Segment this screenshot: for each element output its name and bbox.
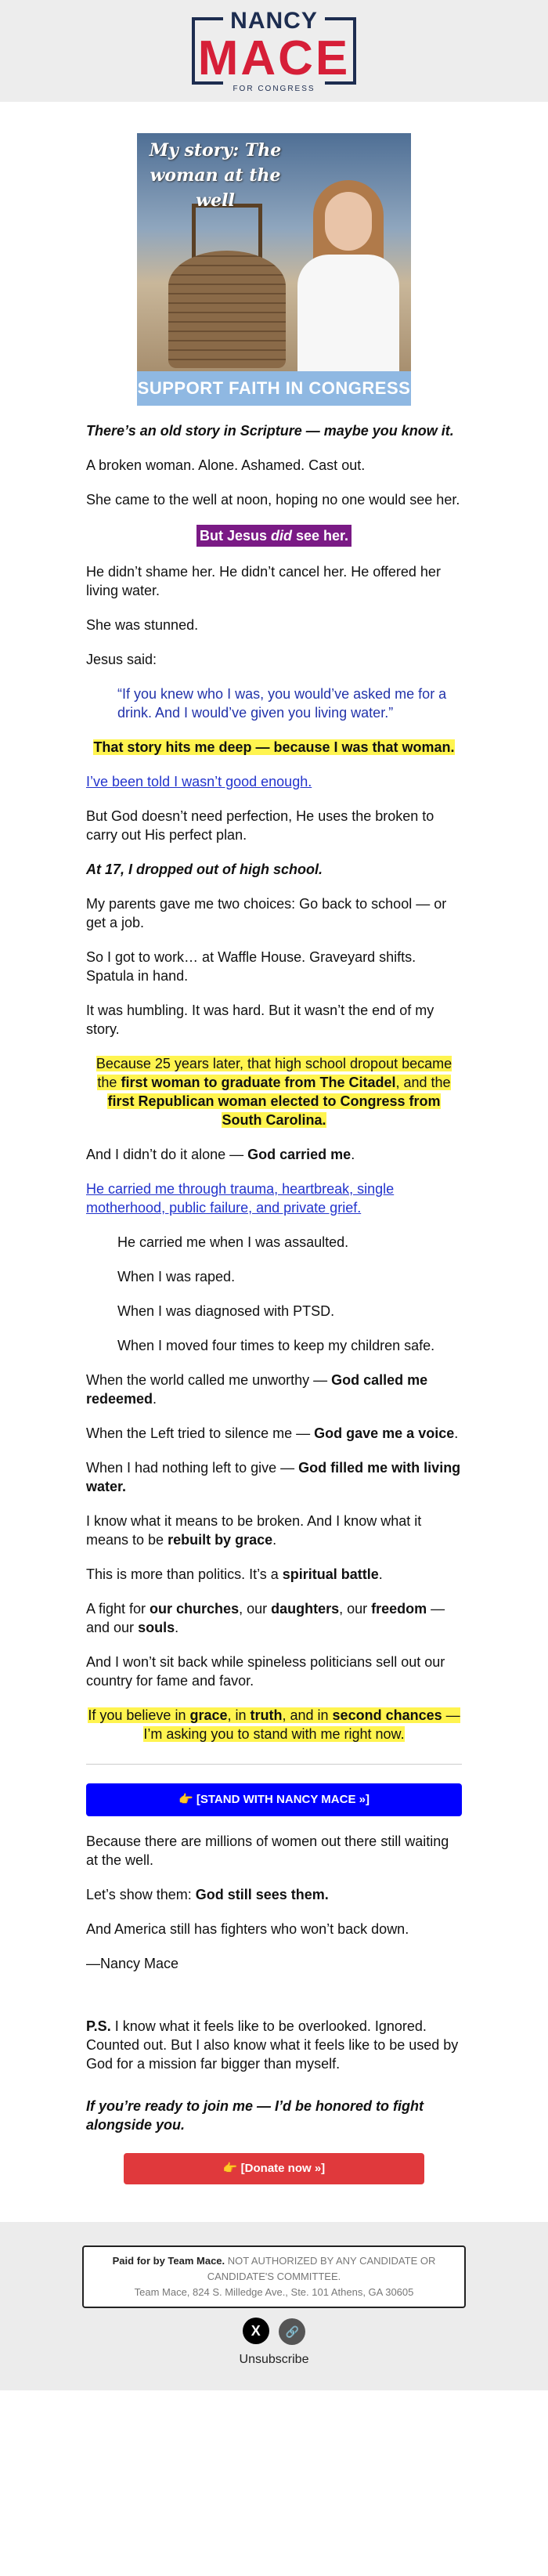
indented-paragraph: When I moved four times to keep my children safe.	[117, 1338, 435, 1353]
paragraph: When the Left tried to silence me — God gave me a voice.	[86, 1425, 459, 1441]
donate-now-button[interactable]: 👉 [Donate now »]	[124, 2153, 424, 2184]
closing-paragraph: Because there are millions of women out there still waiting at the well.	[86, 1834, 449, 1868]
divider	[86, 1764, 462, 1765]
paragraph: My parents gave me two choices: Go back to school — or get a job.	[86, 896, 447, 930]
hero-image[interactable]	[137, 133, 411, 406]
paragraph: At 17, I dropped out of high school.	[86, 862, 323, 877]
indented-paragraph: When I was diagnosed with PTSD.	[117, 1303, 335, 1319]
social-links	[0, 2318, 548, 2345]
indented-paragraph: He carried me when I was assaulted.	[117, 1234, 349, 1250]
link-icon[interactable]: 🔗	[279, 2318, 305, 2345]
email-header	[0, 0, 548, 102]
paragraph: It was humbling. It was hard. But it wasn’t the end of my story.	[86, 1003, 434, 1037]
paragraph: And I didn’t do it alone — God carried me.	[86, 1147, 355, 1162]
highlight-paragraph	[86, 525, 462, 547]
paid-for-disclaimer: Paid for by Team Mace. NOT AUTHORIZED BY ANY CANDIDATE OR CANDIDATE'S COMMITTEE. Team Mace, 824 S. Milledge Ave., Ste. 101 Athens, GA 30605	[82, 2245, 466, 2308]
logo-last-name: MACE	[197, 31, 351, 85]
paragraph: I know what it means to be broken. And I know what it means to be rebuilt by grace.	[86, 1513, 422, 1548]
logo-first-name: NANCY	[230, 8, 318, 34]
paragraph: When I had nothing left to give — God filled me with living water.	[86, 1460, 461, 1494]
link-paragraph	[86, 772, 462, 791]
well-illustration	[168, 251, 286, 368]
portrait-photo	[294, 180, 403, 368]
highlight-paragraph: Because 25 years later, that high school dropout became the first woman to graduate from The Citadel, and the first Republican woman elected to Congress from South Carolina.	[96, 1056, 452, 1128]
paragraph: But God doesn’t need perfection, He uses the broken to carry out His perfect plan.	[86, 808, 434, 843]
paragraph: She was stunned.	[86, 617, 199, 633]
unsubscribe-link[interactable]: Unsubscribe	[239, 2353, 309, 2366]
closing-paragraph: And America still has fighters who won’t back down.	[86, 1921, 409, 1937]
indented-paragraph: When I was raped.	[117, 1269, 236, 1284]
closing-paragraph: Let’s show them: God still sees them.	[86, 1887, 329, 1902]
paragraph: This is more than politics. It’s a spiritual battle.	[86, 1566, 383, 1582]
nancy-mace-logo[interactable]	[157, 8, 391, 96]
trauma-link[interactable]: He carried me through trauma, heartbreak, single motherhood, public failure, and private grief.	[86, 1181, 395, 1216]
hero-cta-banner[interactable]: SUPPORT FAITH IN CONGRESS	[137, 371, 411, 406]
paragraph: He didn’t shame her. He didn’t cancel her. He offered her living water.	[86, 564, 441, 598]
signature: —Nancy Mace	[86, 1956, 179, 1971]
hero-title: My story: The woman at the well	[149, 140, 282, 211]
paragraph: So I got to work… at Waffle House. Graveyard shifts. Spatula in hand.	[86, 949, 416, 984]
intro-paragraph: There’s an old story in Scripture — maybe you know it.	[86, 423, 454, 439]
paragraph: She came to the well at noon, hoping no one would see her.	[86, 492, 460, 508]
ps-paragraph: P.S. I know what it feels like to be overlooked. Ignored. Counted out. But I also know what it feels like to be used by God for a mission far bigger than myself.	[86, 2018, 459, 2072]
highlight-paragraph: That story hits me deep — because I was that woman.	[93, 739, 455, 755]
link-paragraph	[86, 1180, 462, 1217]
highlight-paragraph: If you believe in grace, in truth, and in second chances — I’m asking you to stand with me right now.	[88, 1707, 460, 1742]
paragraph: Jesus said:	[86, 652, 157, 667]
paragraph: A fight for our churches, our daughters, our freedom — and our souls.	[86, 1601, 445, 1635]
x-icon[interactable]: X	[243, 2318, 269, 2344]
logo-subtitle: FOR CONGRESS	[233, 85, 315, 93]
paragraph: A broken woman. Alone. Ashamed. Cast out.	[86, 457, 366, 473]
story-link[interactable]: I’ve been told I wasn’t good enough.	[86, 774, 312, 789]
email-body	[0, 133, 548, 2184]
paragraph: When the world called me unworthy — God called me redeemed.	[86, 1372, 428, 1407]
final-paragraph: If you’re ready to join me — I’d be honored to fight alongside you.	[86, 2098, 424, 2133]
scripture-quote: “If you knew who I was, you would’ve asked me for a drink. And I would’ve given you living water.”	[117, 686, 447, 721]
stand-with-nancy-button[interactable]: 👉 [STAND WITH NANCY MACE »]	[86, 1783, 462, 1816]
email-footer	[0, 2222, 548, 2390]
purple-highlight: But Jesus did see her.	[196, 525, 352, 547]
paragraph: And I won’t sit back while spineless politicians sell out our country for fame and favor.	[86, 1654, 445, 1689]
